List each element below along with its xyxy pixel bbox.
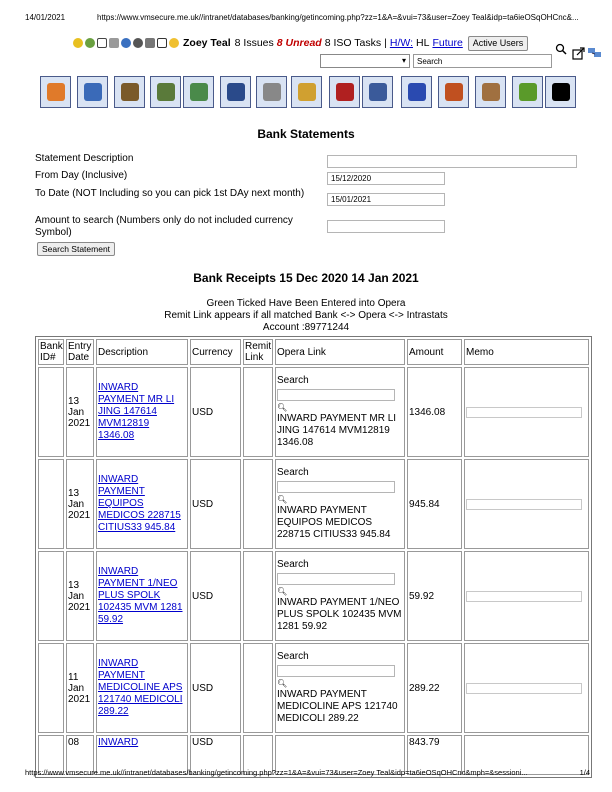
page-select[interactable] <box>320 54 410 68</box>
opera-text: INWARD PAYMENT MR LI JING 147614 MVM12819 1346.08 <box>277 413 397 448</box>
home-icon[interactable] <box>40 76 71 108</box>
iso-icon[interactable] <box>220 76 251 108</box>
col-description: Description <box>96 339 188 365</box>
google-icon[interactable] <box>183 76 214 108</box>
opera-search-input[interactable] <box>277 389 395 401</box>
cog-icon[interactable] <box>133 38 143 48</box>
opera-search-label: Search <box>277 559 309 570</box>
opera-text: INWARD PAYMENT EQUIPOS MEDICOS 228715 CITIUS33 945.84 <box>277 505 391 540</box>
icon-toolbar <box>40 76 580 110</box>
statement-description-row <box>35 153 580 167</box>
memo-cell <box>464 459 589 549</box>
print-footer <box>25 768 590 780</box>
users-icon-glyph <box>157 83 175 101</box>
home-icon-glyph <box>47 83 65 101</box>
status-bar <box>73 35 528 51</box>
from-day-row <box>35 170 580 184</box>
gears-icon-glyph <box>369 83 387 101</box>
bank-id-cell <box>38 459 64 549</box>
chevron-down-icon: ▾ <box>401 56 406 65</box>
receipts-table <box>35 336 592 778</box>
description-cell <box>96 643 188 733</box>
amount-cell: 1346.08 <box>407 367 462 457</box>
opera-link-cell <box>275 367 405 457</box>
smiley-icon[interactable] <box>169 38 179 48</box>
network-icon[interactable] <box>588 48 601 57</box>
entry-date-cell: 11 Jan 2021 <box>66 643 94 733</box>
to-date-label: To Date (NOT Including so you can pick 1st DAy next month) <box>35 188 305 199</box>
description-link[interactable]: INWARD <box>98 737 139 748</box>
page-number: 1/4 <box>579 768 590 777</box>
currency-cell: USD <box>190 459 241 549</box>
opera-search-label: Search <box>277 651 309 662</box>
from-day-input[interactable]: 15/12/2020 <box>327 172 445 185</box>
col-remit-link: Remit Link <box>245 341 272 363</box>
hw-link[interactable]: H/W: <box>389 37 413 49</box>
note-remit-link: Remit Link appears if all matched Bank <-> Opera <-> Intrastats <box>164 310 448 321</box>
currency-cell: USD <box>190 551 241 641</box>
col-bank-id: Bank ID# <box>40 341 63 363</box>
description-link[interactable]: INWARD PAYMENT MR LI JING 147614 MVM12819 1346.08 <box>98 382 175 441</box>
box-icon[interactable] <box>475 76 506 108</box>
search-icon[interactable]: 🔍︎ <box>277 587 288 596</box>
phone-icon-glyph <box>84 83 102 101</box>
issues-count[interactable]: 8 Issues <box>234 37 274 49</box>
remit-link-cell <box>243 459 273 549</box>
currency-cell: USD <box>190 643 241 733</box>
col-memo: Memo <box>464 339 589 365</box>
description-cell <box>96 551 188 641</box>
future-link[interactable]: Future <box>432 37 463 49</box>
col-opera-link: Opera Link <box>275 339 405 365</box>
cashier-icon-glyph <box>121 83 139 101</box>
scale-icon[interactable] <box>145 38 155 48</box>
nav-icons <box>554 42 612 62</box>
amount-cell: 843.79 <box>407 735 462 775</box>
username: Zoey Teal <box>183 37 231 49</box>
bank-id-cell <box>38 367 64 457</box>
memo-cell <box>464 367 589 457</box>
amount-cell: 59.92 <box>407 551 462 641</box>
box-icon-glyph <box>482 83 500 101</box>
memo-cell <box>464 643 589 733</box>
table-row <box>38 459 589 549</box>
search-input[interactable]: Search <box>413 54 552 68</box>
opera-data-icon[interactable] <box>329 76 360 108</box>
remit-link-cell <box>243 367 273 457</box>
search-icon[interactable]: 🔍︎ <box>277 679 288 688</box>
amount-cell: 289.22 <box>407 643 462 733</box>
memo-input[interactable] <box>466 683 582 694</box>
opera-text: INWARD PAYMENT 1/NEO PLUS SPOLK 102435 MVM 1281 59.92 <box>277 597 402 632</box>
google-icon-glyph <box>190 83 208 101</box>
iso-icon-glyph <box>227 83 245 101</box>
amount-input[interactable] <box>327 220 445 233</box>
wrench-icon[interactable] <box>109 38 119 48</box>
account-number: Account :89771244 <box>262 322 350 333</box>
opera-text: INWARD PAYMENT MEDICOLINE APS 121740 MEDICOLI 289.22 <box>277 689 398 724</box>
description-link[interactable]: INWARD PAYMENT MEDICOLINE APS 121740 MEDICOLI 289.22 <box>98 658 183 717</box>
hl-label: HL <box>416 37 430 49</box>
opera-data-icon-glyph <box>336 83 354 101</box>
search-icon[interactable]: 🔍︎ <box>277 495 288 504</box>
opera-link-cell <box>275 459 405 549</box>
table-row <box>38 367 589 457</box>
opera-search-label: Search <box>277 375 309 386</box>
remit-link-cell <box>243 643 273 733</box>
opera-link-cell <box>275 643 405 733</box>
statement-description-label: Statement Description <box>35 153 134 164</box>
opera-search-input[interactable] <box>277 573 395 585</box>
bank-id-cell <box>38 551 64 641</box>
users-icon[interactable] <box>150 76 181 108</box>
refresh-icon[interactable] <box>401 76 432 108</box>
memo-input[interactable] <box>466 499 582 510</box>
amount-row <box>35 215 580 241</box>
description-link[interactable]: INWARD PAYMENT EQUIPOS MEDICOS 228715 CITIUS33 945.84 <box>98 474 181 533</box>
opera-search-input[interactable] <box>277 481 395 493</box>
col-amount: Amount <box>407 339 462 365</box>
book-icon[interactable] <box>512 76 543 108</box>
gears-icon[interactable] <box>362 76 393 108</box>
entry-date-cell: 13 Jan 2021 <box>66 459 94 549</box>
print-footer-url: https://www.vmsecure.me.uk//intranet/databases/banking/getincoming.php?zz=1&A=&vui=73&user=Zoey Teal&idp=ta6ieOSqOHCnc&mph=&sessioni... <box>25 768 528 777</box>
description-cell <box>96 367 188 457</box>
currency-cell: USD <box>190 367 241 457</box>
statement-description-input[interactable] <box>327 155 577 168</box>
description-cell <box>96 459 188 549</box>
from-day-label: From Day (Inclusive) <box>35 170 128 181</box>
cashier-icon[interactable] <box>114 76 145 108</box>
globe-icon[interactable] <box>121 38 131 48</box>
active-users-button[interactable]: Active Users <box>468 36 529 51</box>
book-icon-glyph <box>519 83 537 101</box>
col-entry-date: Entry Date <box>66 339 94 365</box>
amount-cell: 945.84 <box>407 459 462 549</box>
external-link-icon[interactable] <box>573 48 584 59</box>
table-header-row <box>38 339 589 365</box>
print-header <box>25 13 587 25</box>
refresh-icon-glyph <box>408 83 426 101</box>
col-currency: Currency <box>190 339 241 365</box>
description-link[interactable]: INWARD PAYMENT 1/NEO PLUS SPOLK 102435 MVM 1281 59.92 <box>98 566 183 625</box>
basket-icon[interactable] <box>438 76 469 108</box>
checkbox-icon[interactable] <box>157 38 167 48</box>
search-icon[interactable] <box>557 45 567 55</box>
entry-date-cell: 08 <box>66 735 94 775</box>
close-icon-glyph <box>552 83 570 101</box>
opera-link-cell <box>275 551 405 641</box>
print-url: https://www.vmsecure.me.uk//intranet/databases/banking/getincoming.php?zz=1&A=&vui=73&user=Zoey Teal&idp=ta6ieOSqOHCnc&... <box>97 13 579 22</box>
iso-tasks-count[interactable]: 8 ISO Tasks <box>324 37 382 49</box>
star-icon[interactable] <box>73 38 83 48</box>
basket-icon-glyph <box>445 83 463 101</box>
phone-icon[interactable] <box>77 76 108 108</box>
flower-icon[interactable] <box>85 38 95 48</box>
magnifier-icon[interactable] <box>256 76 287 108</box>
separator: | <box>384 37 387 49</box>
search-statement-button[interactable]: Search Statement <box>37 242 115 256</box>
pencil-icon[interactable] <box>291 76 322 108</box>
to-date-row <box>35 188 580 214</box>
table-row <box>38 643 589 733</box>
search-icon[interactable]: 🔍︎ <box>277 403 288 412</box>
notes <box>0 298 612 334</box>
to-date-input[interactable]: 15/01/2021 <box>327 193 445 206</box>
entry-date-cell: 13 Jan 2021 <box>66 551 94 641</box>
arrow-icon[interactable] <box>97 38 107 48</box>
currency-cell: USD <box>190 735 241 775</box>
amount-label: Amount to search (Numbers only do not included currency Symbol) <box>35 215 293 238</box>
opera-search-input[interactable] <box>277 665 395 677</box>
pencil-icon-glyph <box>298 83 316 101</box>
magnifier-icon-glyph <box>263 83 281 101</box>
memo-cell <box>464 551 589 641</box>
memo-input[interactable] <box>466 591 582 602</box>
print-date: 14/01/2021 <box>25 13 66 22</box>
unread-count[interactable]: 8 Unread <box>276 37 322 49</box>
opera-search-label: Search <box>277 467 309 478</box>
remit-link-cell <box>243 551 273 641</box>
close-icon[interactable] <box>545 76 576 108</box>
receipts-title: Bank Receipts 15 Dec 2020 14 Jan 2021 <box>193 271 419 285</box>
note-green-ticked: Green Ticked Have Been Entered into Opera <box>206 298 406 309</box>
page-title: Bank Statements <box>257 127 355 141</box>
entry-date-cell: 13 Jan 2021 <box>66 367 94 457</box>
bank-id-cell <box>38 643 64 733</box>
memo-input[interactable] <box>466 407 582 418</box>
table-row <box>38 551 589 641</box>
